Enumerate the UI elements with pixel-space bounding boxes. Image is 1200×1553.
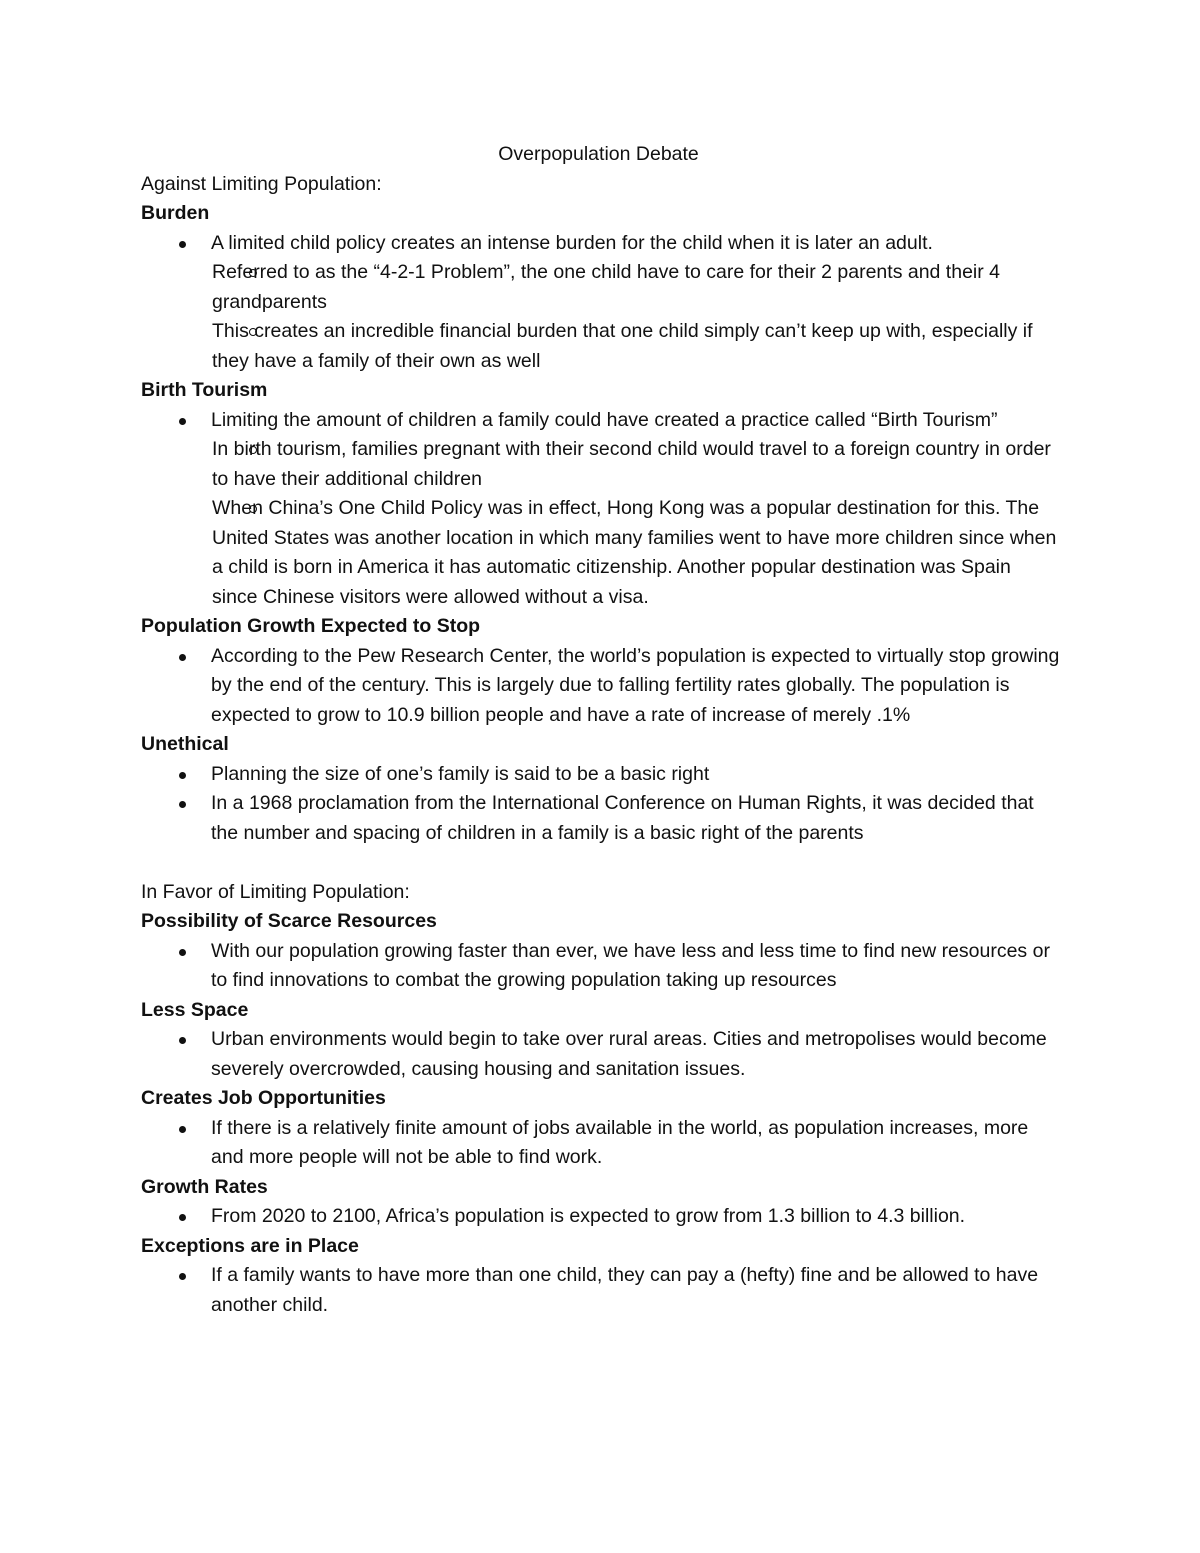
bullet-list bbox=[141, 1202, 1061, 1232]
section-heading-burden: Burden bbox=[141, 202, 210, 224]
sub-list-item: Referred to as the “4-2-1 Problem”, the one child have to care for their 2 parents and their 4 grandparents bbox=[141, 258, 1061, 317]
section-heading-less-space: Less Space bbox=[141, 998, 249, 1021]
sub-bullet-list bbox=[211, 435, 1061, 612]
bullet-list bbox=[141, 642, 1061, 731]
section-heading-growth-rates: Growth Rates bbox=[141, 1175, 268, 1198]
blank-line bbox=[141, 848, 1061, 878]
list-item: From 2020 to 2100, Africa’s population is expected to grow from 1.3 billion to 4.3 billion. bbox=[141, 1202, 1061, 1232]
bullet-list bbox=[141, 1261, 1061, 1320]
favor-heading: In Favor of Limiting Population: bbox=[141, 880, 410, 903]
sub-bullet-list bbox=[211, 258, 1061, 376]
list-item-text: A limited child policy creates an intense burden for the child when it is later an adult. bbox=[211, 231, 933, 254]
list-item: If there is a relatively finite amount of jobs available in the world, as population increases, more and more people will not be able to find work. bbox=[141, 1114, 1061, 1173]
list-item: In a 1968 proclamation from the International Conference on Human Rights, it was decided that the number and spacing of children in a family is a basic right of the parents bbox=[141, 789, 1061, 848]
section-heading-unethical: Unethical bbox=[141, 733, 229, 755]
section-heading-growth-stop: Population Growth Expected to Stop bbox=[141, 615, 481, 637]
section-heading-scarce-resources: Possibility of Scarce Resources bbox=[141, 910, 437, 932]
section-heading-exceptions: Exceptions are in Place bbox=[141, 1234, 359, 1257]
bullet-list bbox=[141, 1114, 1061, 1173]
list-item-text: Limiting the amount of children a family could have created a practice called “Birth Tourism” bbox=[211, 408, 998, 431]
bullet-list bbox=[141, 760, 1061, 849]
sub-list-item: In birth tourism, families pregnant with their second child would travel to a foreign country in order to have their additional children bbox=[141, 435, 1061, 494]
section-heading-birth-tourism: Birth Tourism bbox=[141, 379, 268, 401]
list-item: Planning the size of one’s family is said to be a basic right bbox=[141, 760, 1061, 790]
list-item bbox=[141, 229, 1061, 377]
list-item bbox=[141, 406, 1061, 613]
bullet-list bbox=[141, 406, 1061, 613]
bullet-list bbox=[141, 229, 1061, 377]
bullet-list bbox=[141, 937, 1061, 996]
list-item: If a family wants to have more than one child, they can pay a (hefty) fine and be allowed to have another child. bbox=[141, 1261, 1061, 1320]
list-item: According to the Pew Research Center, the world’s population is expected to virtually stop growing by the end of the century. This is largely due to falling fertility rates globally. The population is expected to grow to 10.9 billion people and have a rate of increase of merely .1% bbox=[141, 642, 1061, 731]
against-heading: Against Limiting Population: bbox=[141, 172, 382, 195]
document-title: Overpopulation Debate bbox=[498, 143, 699, 165]
sub-list-item: This creates an incredible financial burden that one child simply can’t keep up with, especially if they have a family of their own as well bbox=[141, 317, 1061, 376]
sub-list-item: When China’s One Child Policy was in effect, Hong Kong was a popular destination for this. The United States was another location in which many families went to have more children since when a child is born in America it has automatic citizenship. Another popular destination was Spain since Chinese visitors were allowed without a visa. bbox=[141, 494, 1061, 612]
bullet-list bbox=[141, 1025, 1061, 1084]
list-item: With our population growing faster than ever, we have less and less time to find new resources or to find innovations to combat the growing population taking up resources bbox=[141, 937, 1061, 996]
list-item: Urban environments would begin to take over rural areas. Cities and metropolises would become severely overcrowded, causing housing and sanitation issues. bbox=[141, 1025, 1061, 1084]
document-body bbox=[141, 140, 1061, 1320]
section-heading-job-opportunities: Creates Job Opportunities bbox=[141, 1087, 386, 1109]
